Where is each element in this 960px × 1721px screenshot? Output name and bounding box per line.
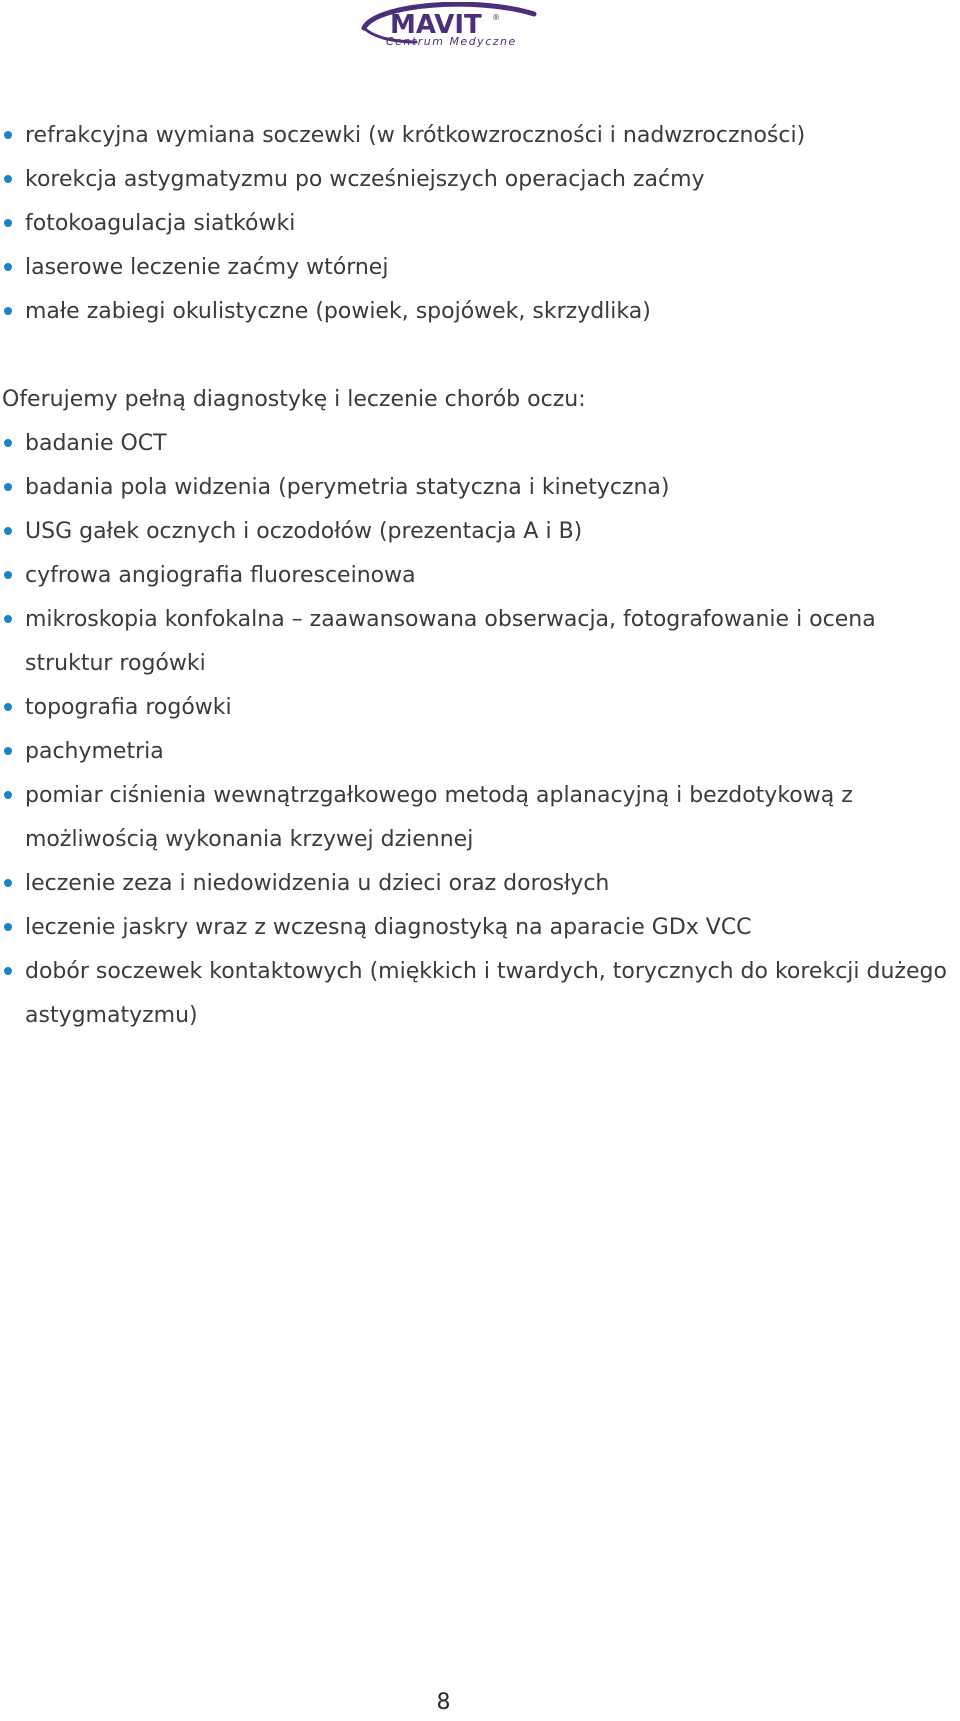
mavit-logo [356, 2, 556, 48]
list-item [0, 158, 960, 202]
logo-registered: ® [492, 13, 500, 22]
bullet-icon [4, 175, 12, 183]
logo-name: MAVIT [390, 10, 482, 40]
list-item [0, 202, 960, 246]
procedures-list [0, 114, 960, 334]
list-item [0, 950, 960, 1038]
list-item-text: leczenie jaskry wraz z wczesną diagnostyką na aparacie GDx VCC [25, 915, 752, 940]
bullet-icon [4, 791, 12, 799]
list-item-text: fotokoagulacja siatkówki [25, 211, 296, 236]
bullet-icon [4, 615, 12, 623]
list-item-text: korekcja astygmatyzmu po wcześniejszych operacjach zaćmy [25, 167, 705, 192]
list-item [0, 862, 960, 906]
list-item-text: topografia rogówki [25, 695, 232, 720]
list-item-text: pomiar ciśnienia wewnątrzgałkowego metodą aplanacyjną i bezdotykową z możliwością wykonania krzywej dziennej [25, 783, 853, 852]
bullet-icon [4, 483, 12, 491]
list-item [0, 114, 960, 158]
list-item-text: pachymetria [25, 739, 164, 764]
bullet-icon [4, 703, 12, 711]
list-item [0, 422, 960, 466]
bullet-icon [4, 131, 12, 139]
bullet-icon [4, 747, 12, 755]
bullet-icon [4, 923, 12, 931]
list-item [0, 466, 960, 510]
spacer [0, 334, 960, 378]
bullet-icon [4, 527, 12, 535]
bullet-icon [4, 571, 12, 579]
bullet-icon [4, 219, 12, 227]
diagnostics-list [0, 422, 960, 1038]
page-number: 8 [436, 1690, 451, 1715]
list-item [0, 510, 960, 554]
list-item [0, 730, 960, 774]
list-item-text: mikroskopia konfokalna – zaawansowana obserwacja, fotografowanie i ocena struktur rogówki [25, 607, 876, 676]
list-item-text: USG gałek ocznych i oczodołów (prezentacja A i B) [25, 519, 583, 544]
list-item-text: laserowe leczenie zaćmy wtórnej [25, 255, 389, 280]
bullet-icon [4, 967, 12, 975]
list-item-text: małe zabiegi okulistyczne (powiek, spojówek, skrzydlika) [25, 299, 651, 324]
list-item [0, 906, 960, 950]
document-content [0, 114, 960, 1038]
list-item-text: cyfrowa angiografia fluoresceinowa [25, 563, 416, 588]
list-item-text: refrakcyjna wymiana soczewki (w krótkowzroczności i nadwzroczności) [25, 123, 806, 148]
bullet-icon [4, 879, 12, 887]
bullet-icon [4, 439, 12, 447]
bullet-icon [4, 263, 12, 271]
list-item [0, 246, 960, 290]
bullet-icon [4, 307, 12, 315]
list-item [0, 686, 960, 730]
list-item-text: dobór soczewek kontaktowych (miękkich i twardych, torycznych do korekcji dużego astygmatyzmu) [25, 959, 947, 1028]
list-item-text: badanie OCT [25, 431, 167, 456]
logo-subtitle: Centrum Medyczne [386, 35, 517, 48]
logo-graphic [356, 2, 556, 48]
list-item-text: badania pola widzenia (perymetria statyczna i kinetyczna) [25, 475, 670, 500]
list-item [0, 598, 960, 686]
list-item [0, 554, 960, 598]
list-item [0, 290, 960, 334]
diagnostics-intro: Oferujemy pełną diagnostykę i leczenie chorób oczu: [2, 387, 586, 412]
list-item [0, 774, 960, 862]
list-item-text: leczenie zeza i niedowidzenia u dzieci oraz dorosłych [25, 871, 610, 896]
